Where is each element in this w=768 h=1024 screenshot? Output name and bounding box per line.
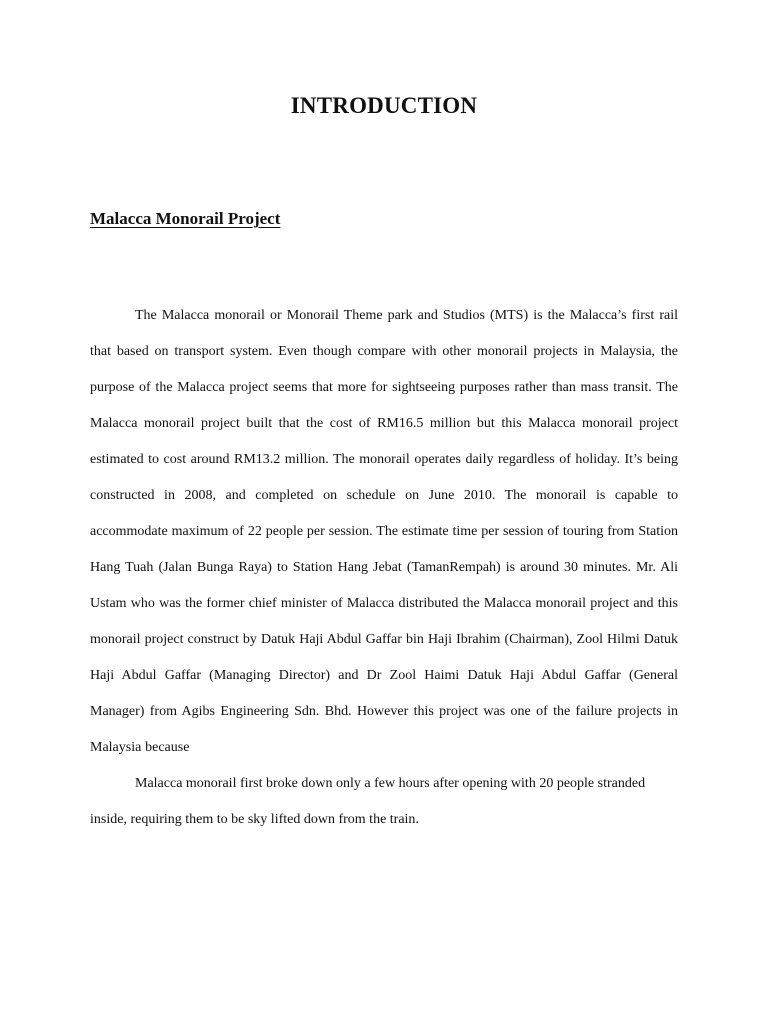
paragraph: The Malacca monorail or Monorail Theme park and Studios (MTS) is the Malacca’s first rail that based on transport system. Even though compare with other monorail projects in Malaysia, the purpose of the Malacca project seems that more for sightseeing purposes rather than mass transit. The Malacca monorail project built that the cost of RM16.5 million but this Malacca monorail project estimated to cost around RM13.2 million. The monorail operates daily regardless of holiday. It’s being constructed in 2008, and completed on schedule on June 2010. The monorail is capable to accommodate maximum of 22 people per session. The estimate time per session of touring from Station Hang Tuah (Jalan Bunga Raya) to Station Hang Jebat (TamanRempah) is around 30 minutes. Mr. Ali Ustam who was the former chief minister of Malacca distributed the Malacca monorail project and this monorail project construct by Datuk Haji Abdul Gaffar bin Haji Ibrahim (Chairman), Zool Hilmi Datuk Haji Abdul Gaffar (Managing Director) and Dr Zool Haimi Datuk Haji Abdul Gaffar (General Manager) from Agibs Engineering Sdn. Bhd. However this project was one of the failure projects in Malaysia because [90, 308, 678, 755]
paragraph: Malacca monorail first broke down only a few hours after opening with 20 people stranded inside, requiring them to be sky lifted down from the train. [90, 776, 646, 827]
document-body [90, 298, 678, 838]
section-heading: Malacca Monorail Project [90, 209, 281, 228]
document-title: INTRODUCTION [290, 93, 478, 118]
